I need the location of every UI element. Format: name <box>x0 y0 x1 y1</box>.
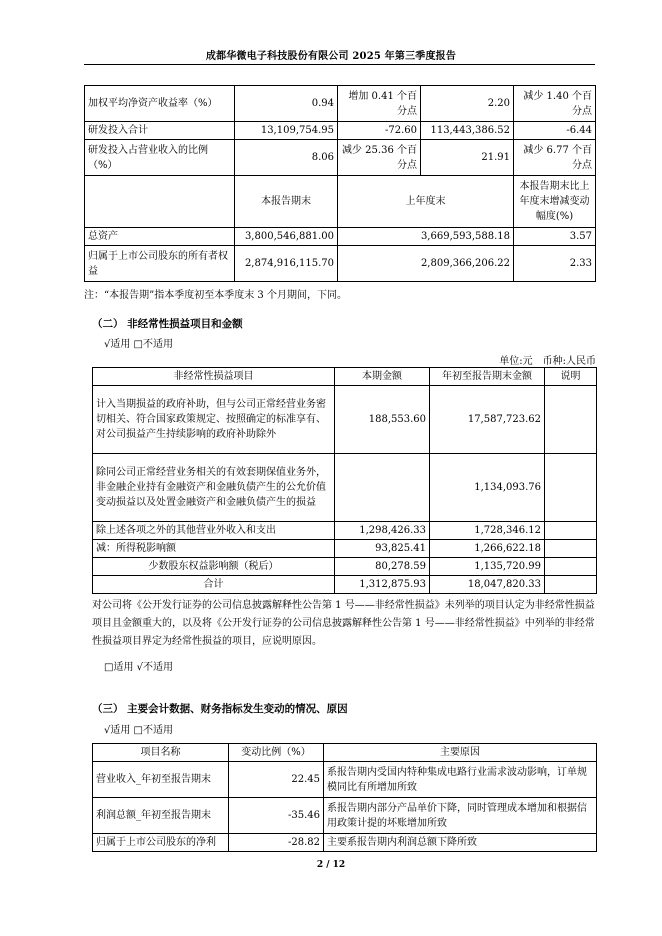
cell: 除上述各项之外的其他营业外收入和支出 <box>93 522 335 540</box>
cell: 利润总额_年初至报告期末 <box>93 798 229 834</box>
unit-currency-label: 单位:元 币种:人民币 <box>499 356 596 367</box>
column-header: 本报告期末 <box>235 176 338 228</box>
cell: 3.57 <box>514 228 596 246</box>
cell: 1,266,622.18 <box>430 540 545 558</box>
cell: 减：所得税影响额 <box>93 540 335 558</box>
cell: -28.82 <box>229 834 324 852</box>
explanation-applicable: □适用 √不适用 <box>104 662 173 673</box>
section-3-applicable: √适用 □不适用 <box>104 725 173 736</box>
cell: 21.91 <box>421 140 514 176</box>
cell: 研发投入占营业收入的比例（%） <box>85 140 235 176</box>
column-header: 本报告期末比上年度末增减变动幅度(%) <box>514 176 596 228</box>
cell: 加权平均净资产收益率（%） <box>85 86 235 122</box>
header-divider <box>84 64 595 65</box>
cell: 计入当期损益的政府补助，但与公司正常经营业务密切相关、符合国家政策规定、按照确定的标准享有、对公司损益产生持续影响的政府补助除外 <box>93 386 335 454</box>
cell: 总资产 <box>85 228 235 246</box>
cell: 3,800,546,881.00 <box>235 228 338 246</box>
table-header-row <box>93 744 597 762</box>
cell: 18,047,820.33 <box>430 576 545 594</box>
cell: 减少 1.40 个百分点 <box>514 86 596 122</box>
table-row <box>85 246 596 282</box>
cell: 1,312,875.93 <box>335 576 430 594</box>
cell: 188,553.60 <box>335 386 430 454</box>
cell: 减少 6.77 个百分点 <box>514 140 596 176</box>
cell: 2.20 <box>421 86 514 122</box>
cell: 3,669,593,588.18 <box>338 228 514 246</box>
table-row <box>93 540 597 558</box>
non-recurring-items-table <box>92 367 597 594</box>
column-header: 非经常性损益项目 <box>93 368 335 386</box>
cell: 少数股东权益影响额（税后） <box>93 558 335 576</box>
cell: 归属于上市公司股东的所有者权益 <box>85 246 235 282</box>
column-header: 项目名称 <box>93 744 229 762</box>
cell: 1,134,093.76 <box>430 454 545 522</box>
table-row <box>93 558 597 576</box>
cell <box>545 576 597 594</box>
table-note: 注：“本报告期”指本季度初至本季度末 3 个月期间，下同。 <box>84 290 347 301</box>
cell: 减少 25.36 个百分点 <box>338 140 421 176</box>
cell: 除同公司正常经营业务相关的有效套期保值业务外，非金融企业持有金融资产和金融负债产生的公允价值变动损益以及处置金融资产和金融负债产生的损益 <box>93 454 335 522</box>
section-3-title: （三） 主要会计数据、财务指标发生变动的情况、原因 <box>92 703 348 715</box>
cell: 113,443,386.52 <box>421 122 514 140</box>
column-header: 上年度末 <box>338 176 514 228</box>
table-header-row <box>85 176 596 228</box>
column-header: 变动比例（%） <box>229 744 324 762</box>
cell: 17,587,723.62 <box>430 386 545 454</box>
page-number: 2 / 12 <box>316 860 346 870</box>
cell: 93,825.41 <box>335 540 430 558</box>
cell: 1,135,720.99 <box>430 558 545 576</box>
section-2-applicable: √适用 □不适用 <box>104 339 173 350</box>
cell: 1,728,346.12 <box>430 522 545 540</box>
table-row <box>93 522 597 540</box>
table-row <box>93 834 597 852</box>
column-header: 说明 <box>545 368 597 386</box>
table-row <box>93 386 597 454</box>
cell: 研发投入合计 <box>85 122 235 140</box>
table-row <box>85 122 596 140</box>
page-header-title: 成都华微电子科技股份有限公司 2025 年第三季度报告 <box>205 51 457 62</box>
column-header: 年初至报告期末金额 <box>430 368 545 386</box>
section-2-title: （二） 非经常性损益项目和金额 <box>92 318 243 330</box>
cell: 归属于上市公司股东的净利 <box>93 834 229 852</box>
cell: 增加 0.41 个百分点 <box>338 86 421 122</box>
cell: -35.46 <box>229 798 324 834</box>
key-metrics-table <box>84 85 596 282</box>
table-row <box>93 762 597 798</box>
table-header-row <box>93 368 597 386</box>
cell: 13,109,754.95 <box>235 122 338 140</box>
cell: 系报告期内部分产品单价下降，同时管理成本增加和根据信用政策计提的坏账增加所致 <box>324 798 597 834</box>
cell: -6.44 <box>514 122 596 140</box>
cell: 2,874,916,115.70 <box>235 246 338 282</box>
cell <box>545 522 597 540</box>
cell: 8.06 <box>235 140 338 176</box>
cell <box>545 540 597 558</box>
change-reasons-table <box>92 743 597 852</box>
cell: 系报告期内受国内特种集成电路行业需求波动影响，订单规模同比有所增加所致 <box>324 762 597 798</box>
cell <box>545 558 597 576</box>
cell: 主要系报告期内利润总额下降所致 <box>324 834 597 852</box>
cell: -72.60 <box>338 122 421 140</box>
cell: 合计 <box>93 576 335 594</box>
explanation-paragraph: 对公司将《公开发行证券的公司信息披露解释性公告第 1 号——非经常性损益》未列举的项目认定为非经常性损益项目且金额重大的，以及将《公开发行证券的公司信息披露解释性公告第 1 号——非经常性损益》中列举的非经常性损益项目界定为经常性损益的项目，应说明原因。 <box>92 600 595 647</box>
table-row <box>93 798 597 834</box>
table-row <box>93 454 597 522</box>
cell <box>335 454 430 522</box>
column-header: 本期金额 <box>335 368 430 386</box>
cell <box>85 176 235 228</box>
cell: 2,809,366,206.22 <box>338 246 514 282</box>
cell: 80,278.59 <box>335 558 430 576</box>
cell: 22.45 <box>229 762 324 798</box>
cell: 营业收入_年初至报告期末 <box>93 762 229 798</box>
table-row <box>85 228 596 246</box>
column-header: 主要原因 <box>324 744 597 762</box>
cell: 1,298,426.33 <box>335 522 430 540</box>
table-row <box>93 576 597 594</box>
table-row <box>85 140 596 176</box>
cell: 2.33 <box>514 246 596 282</box>
cell <box>545 386 597 454</box>
cell: 0.94 <box>235 86 338 122</box>
cell <box>545 454 597 522</box>
table-row <box>85 86 596 122</box>
